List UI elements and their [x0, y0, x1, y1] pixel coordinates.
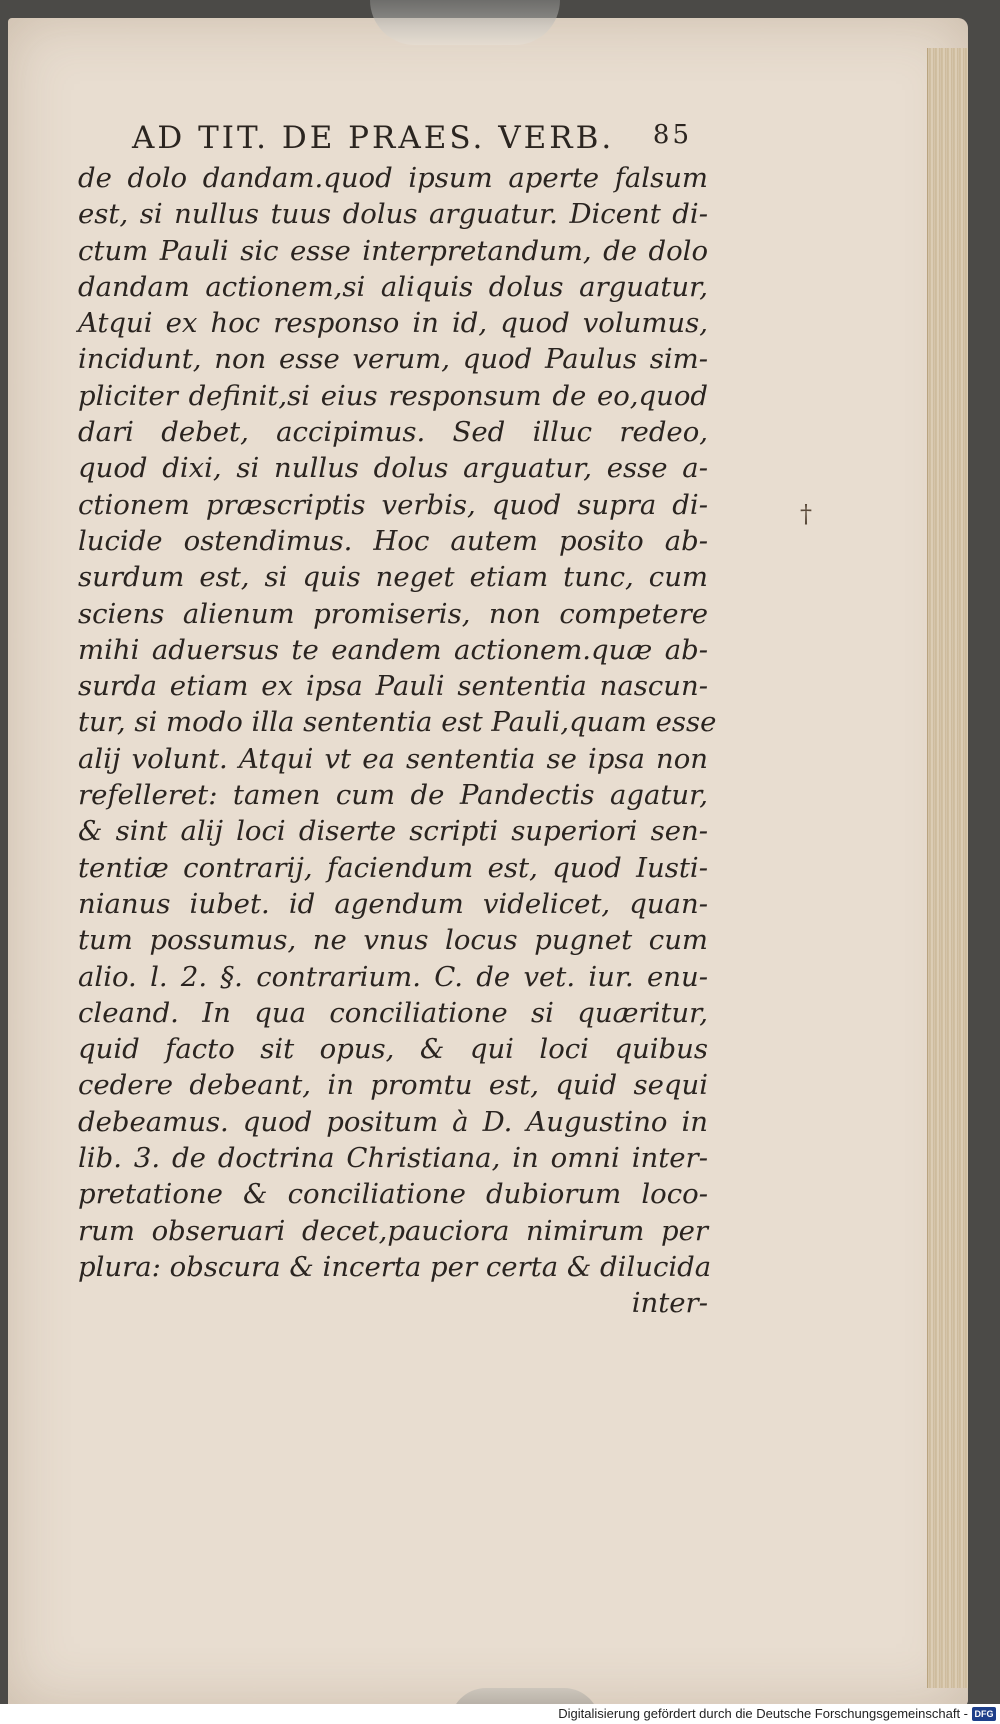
text-line: sciens alienum promiseris, non competere — [78, 597, 708, 630]
text-line: est, si nullus tuus dolus arguatur. Dicent di- — [78, 198, 708, 231]
dfg-logo-icon: DFG — [972, 1707, 996, 1721]
text-line: incidunt, non esse verum, quod Paulus sim- — [78, 343, 708, 376]
text-line: alij volunt. Atqui vt ea sententia se ipsa non — [78, 742, 708, 775]
text-line: plura: obscura & incerta per certa & dilucida — [78, 1250, 712, 1283]
running-header — [132, 120, 692, 156]
text-line: tur, si modo illa sententia est Pauli,quam esse — [78, 706, 717, 739]
text-line: pliciter definit,si eius responsum de eo,quod — [78, 379, 708, 412]
top-clasp — [370, 0, 560, 45]
text-line: debeamus. quod positum à D. Augustino in — [78, 1105, 708, 1138]
text-line: surda etiam ex ipsa Pauli sententia nascun- — [78, 670, 708, 703]
text-line: pretatione & conciliatione dubiorum loco- — [78, 1178, 708, 1211]
text-line: lucide ostendimus. Hoc autem posito ab- — [78, 524, 708, 557]
text-line: quod dixi, si nullus dolus arguatur, esse a- — [78, 452, 708, 485]
catchword: inter- — [631, 1287, 708, 1320]
text-line: Atqui ex hoc responso in id, quod volumus, — [78, 307, 708, 340]
text-line: ctionem præscriptis verbis, quod supra di- — [78, 488, 708, 521]
margin-ink-mark: † — [800, 500, 812, 528]
text-line: tum possumus, ne vnus locus pugnet cum — [78, 924, 708, 957]
text-line: alio. l. 2. §. contrarium. C. de vet. iur. enu- — [78, 960, 708, 993]
text-line: rum obseruari decet,pauciora nimirum per — [78, 1214, 708, 1247]
page-edges — [927, 48, 968, 1688]
text-line: & sint alij loci diserte scripti superiori sen- — [78, 815, 708, 848]
text-line: lib. 3. de doctrina Christiana, in omni inter- — [78, 1142, 708, 1175]
digitization-credit: Digitalisierung gefördert durch die Deutsche Forschungsgemeinschaft - — [558, 1706, 968, 1721]
text-line: ctum Pauli sic esse interpretandum, de dolo — [78, 234, 708, 267]
running-title: AD TIT. DE PRAES. VERB. — [132, 120, 615, 156]
text-line: dandam actionem,si aliquis dolus arguatur, — [78, 270, 708, 303]
body-text — [78, 160, 717, 1321]
page-number: 85 — [652, 120, 692, 150]
text-line: mihi aduersus te eandem actionem.quæ ab- — [78, 633, 708, 666]
text-line: dari debet, accipimus. Sed illuc redeo, — [78, 416, 708, 449]
text-line: cedere debeant, in promtu est, quid sequi — [78, 1069, 708, 1102]
digitization-credit-bar — [0, 1704, 1000, 1724]
text-line: tentiæ contrarij, faciendum est, quod Iusti- — [78, 851, 708, 884]
text-line: cleand. In qua conciliatione si quæritur, — [78, 996, 708, 1029]
text-line: quid facto sit opus, & qui loci quibus — [78, 1033, 708, 1066]
text-line: de dolo dandam.quod ipsum aperte falsum — [78, 162, 708, 194]
text-line: surdum est, si quis neget etiam tunc, cum — [78, 561, 708, 594]
text-line: refelleret: tamen cum de Pandectis agatur, — [78, 779, 708, 812]
text-line: nianus iubet. id agendum videlicet, quan- — [78, 887, 708, 920]
